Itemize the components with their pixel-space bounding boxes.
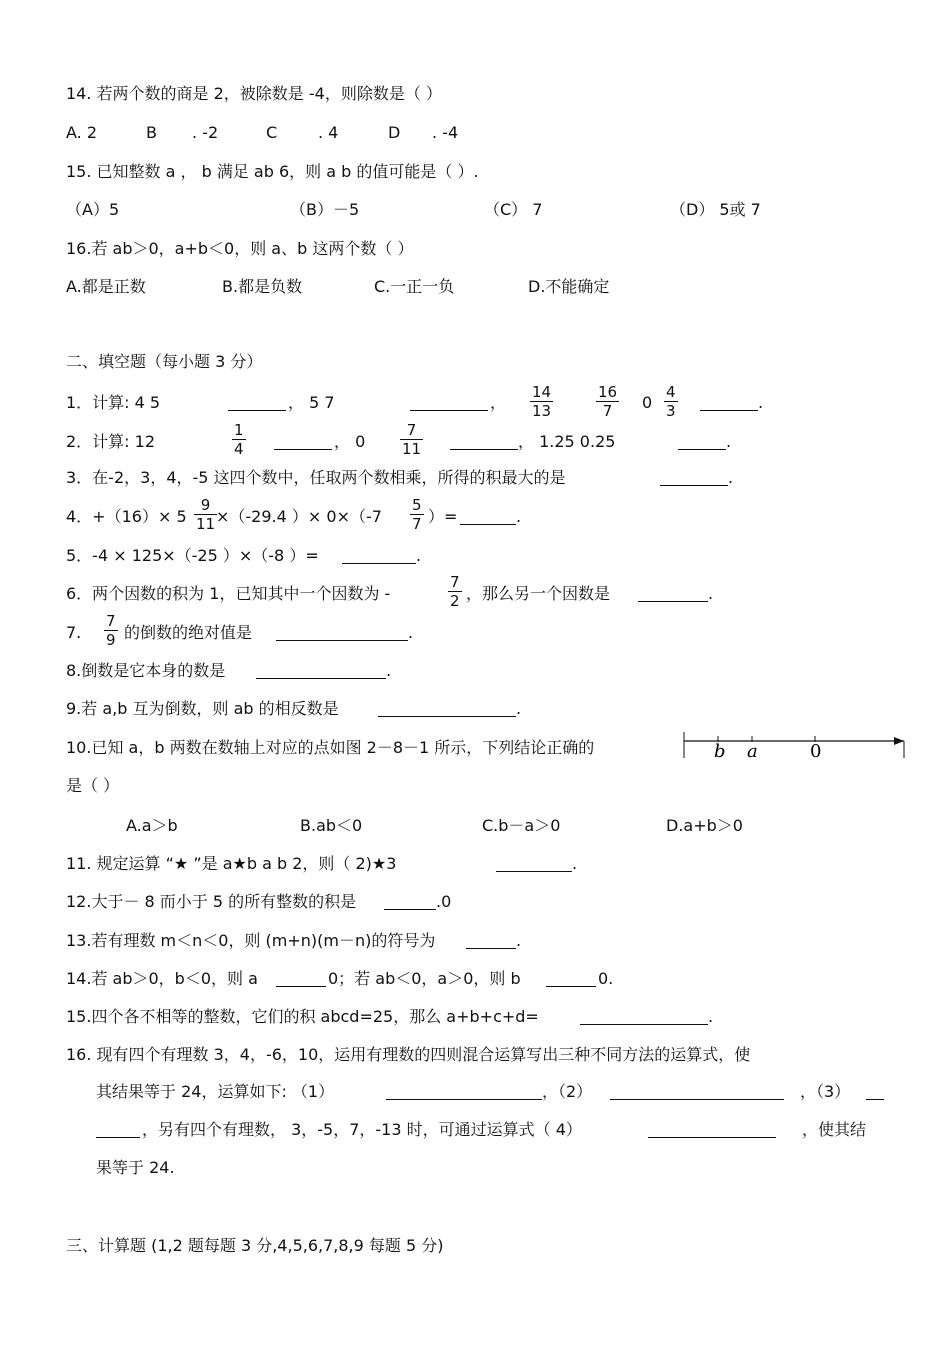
f6-text-2: ，那么另一个因数是 bbox=[466, 584, 611, 603]
f7-fraction-1: $\frac{7}{9}$ bbox=[106, 612, 116, 649]
f5-text: 5．-4 × 125×（-25 ）×（-8 ）= bbox=[66, 546, 319, 565]
f4-text-2: ×（-29.4 ）× 0×（-7 bbox=[216, 507, 382, 526]
f10-option-a: A.a＞b bbox=[126, 816, 178, 835]
q14-option-a: A. 2 bbox=[66, 123, 98, 142]
f2-fraction-2: $\frac{7}{11}$ bbox=[402, 421, 422, 458]
f10-option-b: B.ab＜0 bbox=[300, 816, 363, 835]
section-3-title: 三、计算题 (1,2 题每题 3 分,4,5,6,7,8,9 每题 5 分) bbox=[66, 1236, 444, 1255]
f7-text: 的倒数的绝对值是 bbox=[124, 623, 253, 642]
f14-text-1: 14.若 ab＞0，b＜0，则 a bbox=[66, 969, 258, 988]
q16-option-a: A.都是正数 bbox=[66, 277, 146, 296]
q15-option-b: （B）－5 bbox=[290, 200, 360, 219]
f6-text-3: . bbox=[708, 584, 714, 603]
q15-option-a: （A）5 bbox=[66, 200, 120, 219]
f4-blank[interactable] bbox=[460, 508, 516, 525]
f2-fraction-1: $\frac{1}{4}$ bbox=[234, 421, 244, 458]
f16-blank-4[interactable] bbox=[648, 1121, 776, 1138]
f12-text: 12.大于－ 8 而小于 5 的所有整数的积是 bbox=[66, 892, 357, 911]
f16-line-2c: ，（3） bbox=[800, 1082, 851, 1101]
q14-option-c-value: . 4 bbox=[318, 123, 339, 142]
f16-blank-2[interactable] bbox=[610, 1083, 784, 1100]
f14-text-2: 0；若 ab＜0，a＞0，则 b bbox=[328, 969, 521, 988]
q16-option-d: D.不能确定 bbox=[528, 277, 610, 296]
f2-blank-3[interactable] bbox=[678, 433, 726, 450]
label-zero: 0 bbox=[810, 741, 822, 762]
f13-text: 13.若有理数 m＜n＜0，则 (m+n)(m－n)的符号为 bbox=[66, 931, 436, 950]
f16-line-2a: 其结果等于 24，运算如下: （1） bbox=[96, 1082, 335, 1101]
f16-line-2b: ，（2） bbox=[542, 1082, 593, 1101]
q16-stem: 16.若 ab＞0，a+b＜0，则 a、b 这两个数（ ） bbox=[66, 239, 414, 258]
q15-option-d: （D） 5或 7 bbox=[670, 200, 761, 219]
q16-option-b: B.都是负数 bbox=[222, 277, 303, 296]
q14-option-d-label: D bbox=[388, 123, 401, 142]
f3-end: . bbox=[728, 468, 734, 487]
q14-option-c-label: C bbox=[266, 123, 278, 142]
f8-end: . bbox=[386, 661, 392, 680]
f16-line-3b: ，使其结 bbox=[802, 1120, 867, 1139]
f4-fraction-2: $\frac{5}{7}$ bbox=[412, 496, 422, 533]
f9-blank[interactable] bbox=[378, 700, 516, 717]
f1-fraction-2: $\frac{16}{7}$ bbox=[598, 383, 618, 420]
f16-line-3a: ，另有四个有理数， 3，-5，7，-13 时，可通过运算式（ 4） bbox=[142, 1120, 582, 1139]
number-line-figure bbox=[682, 732, 908, 762]
f15-blank[interactable] bbox=[580, 1008, 708, 1025]
f9-end: . bbox=[516, 699, 522, 718]
q15-option-c: （C） 7 bbox=[484, 200, 543, 219]
f1-fraction-1: $\frac{14}{13}$ bbox=[532, 383, 552, 420]
f1-blank-3[interactable] bbox=[700, 394, 758, 411]
f5-blank[interactable] bbox=[342, 547, 416, 564]
f2-text-1: 2．计算: 12 bbox=[66, 432, 156, 451]
q14-option-b-value: . -2 bbox=[192, 123, 219, 142]
q15-stem: 15. 已知整数 a ， b 满足 ab 6，则 a b 的值可能是（ ）. bbox=[66, 162, 479, 181]
f11-blank[interactable] bbox=[496, 855, 572, 872]
q16-option-c: C.一正一负 bbox=[374, 277, 455, 296]
f9-text: 9.若 a,b 互为倒数，则 ab 的相反数是 bbox=[66, 699, 339, 718]
q14-option-d-value: . -4 bbox=[432, 123, 459, 142]
f10-text-1: 10.已知 a，b 两数在数轴上对应的点如图 2－8－1 所示，下列结论正确的 bbox=[66, 738, 595, 757]
q14-stem: 14. 若两个数的商是 2，被除数是 -4，则除数是（ ） bbox=[66, 84, 442, 103]
f4-text-4: . bbox=[516, 507, 522, 526]
f2-text-2: ， 0 bbox=[334, 432, 366, 451]
q14-option-b-label: B bbox=[146, 123, 157, 142]
f16-blank-1[interactable] bbox=[386, 1083, 542, 1100]
f12-end: .0 bbox=[436, 892, 452, 911]
f4-fraction-1: $\frac{9}{11}$ bbox=[196, 496, 216, 533]
f2-text-3: ， 1.25 0.25 bbox=[518, 432, 616, 451]
label-a: a bbox=[747, 741, 758, 762]
f10-text-2: 是（ ） bbox=[66, 776, 120, 795]
f2-text-4: . bbox=[726, 432, 732, 451]
f2-blank-2[interactable] bbox=[450, 433, 518, 450]
f1-text-3: ， bbox=[490, 393, 507, 412]
f11-end: . bbox=[572, 854, 578, 873]
f16-blank-3-start[interactable] bbox=[866, 1083, 884, 1100]
f6-fraction-1: $\frac{7}{2}$ bbox=[450, 573, 460, 610]
section-2-title: 二、填空题（每小题 3 分） bbox=[66, 352, 263, 371]
f15-end: . bbox=[708, 1007, 714, 1026]
f14-blank-2[interactable] bbox=[546, 970, 596, 987]
f2-blank-1[interactable] bbox=[274, 433, 332, 450]
f6-blank[interactable] bbox=[638, 585, 708, 602]
f13-end: . bbox=[516, 931, 522, 950]
f1-blank-1[interactable] bbox=[228, 394, 286, 411]
f4-text-3: ）= bbox=[428, 507, 458, 526]
f3-text: 3．在-2，3，4，-5 这四个数中，任取两个数相乘，所得的积最大的是 bbox=[66, 468, 566, 487]
f8-text: 8.倒数是它本身的数是 bbox=[66, 661, 226, 680]
f7-number: 7. bbox=[66, 623, 82, 642]
f5-end: . bbox=[416, 546, 422, 565]
f10-option-d: D.a+b＞0 bbox=[666, 816, 743, 835]
f14-blank-1[interactable] bbox=[276, 970, 326, 987]
f11-text: 11. 规定运算 “★ ”是 a★b a b 2，则（ 2)★3 bbox=[66, 854, 397, 873]
f10-option-c: C.b－a＞0 bbox=[482, 816, 561, 835]
f1-fraction-3: $\frac{4}{3}$ bbox=[666, 383, 676, 420]
f16-line-1: 16. 现有四个有理数 3，4，-6，10，运用有理数的四则混合运算写出三种不同方法的运算式，使 bbox=[66, 1045, 751, 1064]
number-line-arrow bbox=[894, 737, 904, 745]
f12-blank[interactable] bbox=[384, 893, 436, 910]
f13-blank[interactable] bbox=[466, 932, 516, 949]
f15-text: 15.四个各不相等的整数，它们的积 abcd=25，那么 a+b+c+d= bbox=[66, 1007, 539, 1026]
f14-text-3: 0. bbox=[598, 969, 614, 988]
f7-end: . bbox=[408, 623, 414, 642]
f1-blank-2[interactable] bbox=[410, 394, 488, 411]
f4-text-1: 4．+（16）× 5 bbox=[66, 507, 187, 526]
f16-line-4: 果等于 24. bbox=[96, 1158, 175, 1177]
f3-blank[interactable] bbox=[660, 469, 728, 486]
f1-text-5: . bbox=[758, 393, 764, 412]
f8-blank[interactable] bbox=[256, 662, 386, 679]
f1-text-1: 1．计算: 4 5 bbox=[66, 393, 161, 412]
f6-text-1: 6．两个因数的积为 1，已知其中一个因数为 - bbox=[66, 584, 391, 603]
f1-text-4: 0 bbox=[642, 393, 653, 412]
f1-text-2: ， 5 7 bbox=[288, 393, 335, 412]
f16-blank-3-end[interactable] bbox=[96, 1121, 140, 1138]
label-b: b bbox=[714, 741, 726, 762]
f7-blank[interactable] bbox=[276, 624, 408, 641]
